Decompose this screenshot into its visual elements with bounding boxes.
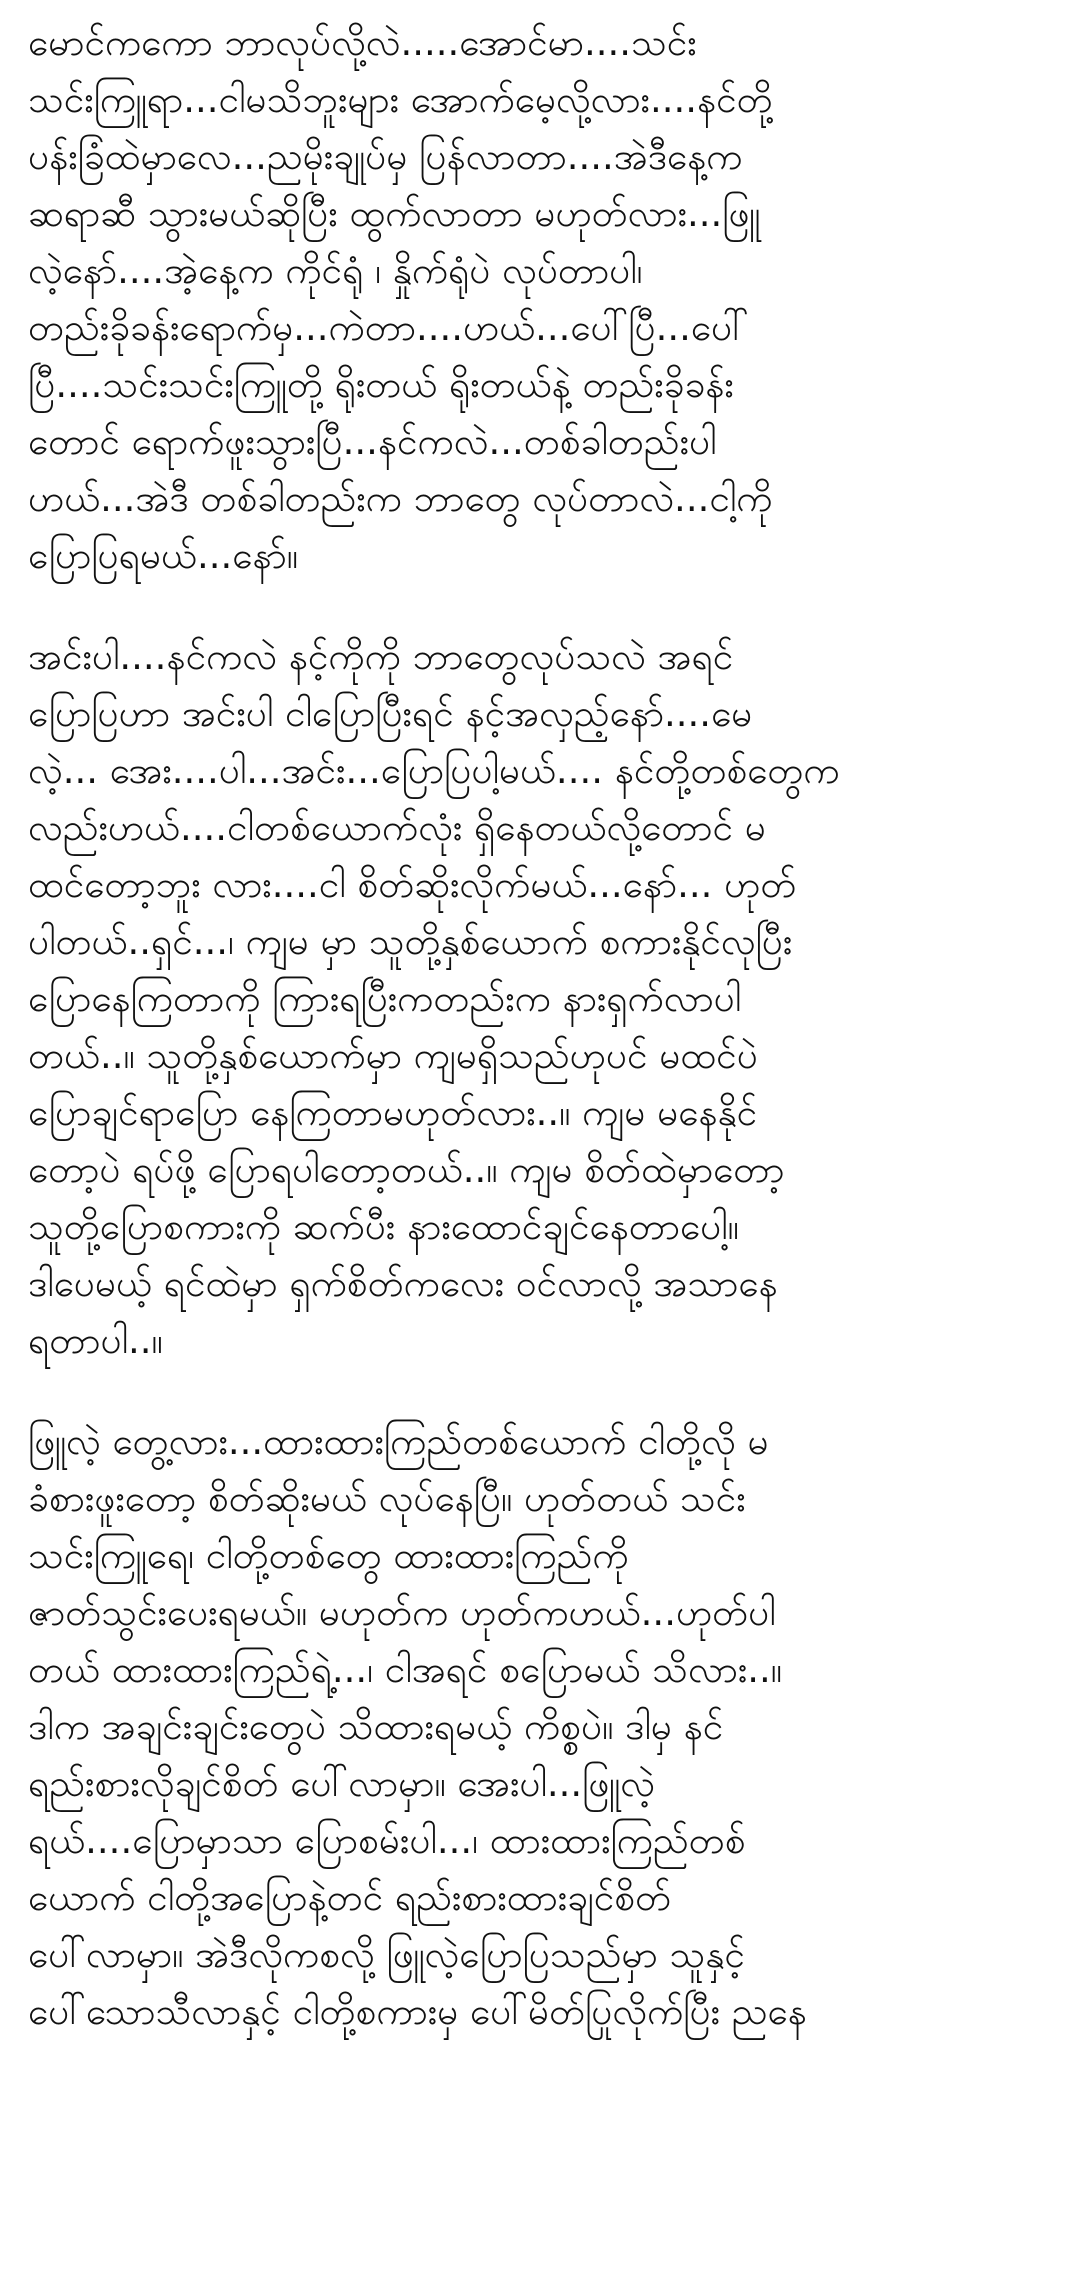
text-line: ယောက် ငါတို့အပြောနဲ့တင် ရည်းစားထားချင်စိတ် xyxy=(28,1876,672,1919)
text-line: တော့ပဲ ရပ်ဖို့ ပြောရပါတော့တယ်..။ ကျမ စိတ်ထဲမှာတော့ xyxy=(28,1148,785,1191)
text-line: ပြောနေကြတာကို ကြားရပြီးကတည်းက နားရှက်လာပါ xyxy=(28,977,742,1020)
text-line: သူတို့ပြောစကားကို ဆက်ပီး နားထောင်ချင်နေတာပေါ့။ xyxy=(28,1205,739,1248)
text-line: တယ်..။ သူတို့နှစ်ယောက်မှာ ကျမရှိသည်ဟုပင် မထင်ပဲ xyxy=(28,1034,758,1077)
text-line: ဆရာဆီ သွားမယ်ဆိုပြီး ထွက်လာတာ မဟုတ်လား...ဖြူ xyxy=(28,192,761,235)
text-line: ပြီ....သင်းသင်းကြူတို့ ရိုးတယ် ရိုးတယ်နဲ့ တည်းခိုခန်း xyxy=(28,363,734,406)
paragraph-2 xyxy=(28,628,1060,1369)
text-line: မောင်ကကော ဘာလုပ်လို့လဲ.....အောင်မာ....သင်း xyxy=(28,21,697,64)
text-line: လည်းဟယ်....ငါတစ်ယောက်လုံး ရှိနေတယ်လို့တောင် မ xyxy=(28,806,766,849)
text-line: ဖြူလဲ့ တွေ့လား...ထားထားကြည်တစ်ယောက် ငါတို့လို မ xyxy=(28,1420,769,1463)
text-line: ရယ်....ပြောမှာသာ ပြောစမ်းပါ...၊ ထားထားကြည်တစ် xyxy=(28,1819,746,1862)
text-line: လဲ့... အေး....ပါ...အင်း...ပြောပြပါ့မယ်.... နင်တို့တစ်တွေက xyxy=(28,749,840,792)
text-line: ဒါပေမယ့် ရင်ထဲမှာ ရှက်စိတ်ကလေး ဝင်လာလို့ အသာနေ xyxy=(28,1262,778,1305)
text-line: ဒါက အချင်းချင်းတွေပဲ သိထားရမယ့် ကိစ္စပဲ။ ဒါမှ နင် xyxy=(28,1705,724,1748)
text-line: ပြောပြဟာ အင်းပါ ငါပြောပြီးရင် နင့်အလှည့်နော်....မေ xyxy=(28,692,753,735)
text-line: သင်းကြူရာ...ငါမသိဘူးများ အောက်မေ့လို့လား....နင်တို့ xyxy=(28,78,773,121)
text-line: ရည်းစားလိုချင်စိတ် ပေါ်လာမှာ။ အေးပါ...ဖြူလဲ့ xyxy=(28,1762,655,1805)
text-line: တောင် ရောက်ဖူးသွားပြီ...နင်ကလဲ...တစ်ခါတည်းပါ xyxy=(28,420,717,463)
text-line: ပြောပြရမယ်...နော်။ xyxy=(28,534,298,577)
text-line: ခံစားဖူးတော့ စိတ်ဆိုးမယ် လုပ်နေပြီ။ ဟုတ်တယ် သင်း xyxy=(28,1477,746,1520)
text-line: ဟယ်...အဲဒီ တစ်ခါတည်းက ဘာတွေ လုပ်တာလဲ...ငါ့ကို xyxy=(28,477,773,520)
paragraph-1 xyxy=(28,14,1060,584)
text-line: တည်းခိုခန်းရောက်မှ...ကဲတာ....ဟယ်...ပေါ်ပြီ...ပေါ် xyxy=(28,306,749,349)
text-line: ရတာပါ..။ xyxy=(28,1319,163,1362)
text-line: ပြောချင်ရာပြော နေကြတာမဟုတ်လား..။ ကျမ မနေနိုင် xyxy=(28,1091,758,1134)
text-line: အင်းပါ....နင်ကလဲ နင့်ကိုကို ဘာတွေလုပ်သလဲ အရင် xyxy=(28,635,734,678)
text-line: ပါတယ်..ရှင်...၊ ကျမ မှာ သူတို့နှစ်ယောက် စကားနိုင်လုပြီး xyxy=(28,920,793,963)
text-line: သင်းကြူရေ၊ ငါတို့တစ်တွေ ထားထားကြည်ကို xyxy=(28,1534,629,1577)
text-line: တယ် ထားထားကြည်ရဲ့...၊ ငါအရင် စပြောမယ် သိလား..။ xyxy=(28,1648,782,1691)
text-line: ဇာတ်သွင်းပေးရမယ်။ မဟုတ်က ဟုတ်ကဟယ်...ဟုတ်ပါ xyxy=(28,1591,776,1634)
text-line: ပန်းခြံထဲမှာလေ...ညမိုးချုပ်မှ ပြန်လာတာ....အဲဒီနေ့က xyxy=(28,135,743,178)
text-line: ထင်တော့ဘူး လား....ငါ စိတ်ဆိုးလိုက်မယ်...နော်... ဟုတ် xyxy=(28,863,797,906)
text-line: ပေါ်သောသီလာနှင့် ငါတို့စကားမှ ပေါ်မိတ်ပြုလိုက်ပြီး ညနေ xyxy=(28,1990,807,2033)
paragraph-3 xyxy=(28,1413,1060,2040)
text-line: ပေါ်လာမှာ။ အဲဒီလိုကစလို့ ဖြူလဲ့ပြောပြသည်မှာ သူနှင့် xyxy=(28,1933,745,1976)
text-line: လဲ့နော်....အဲ့နေ့က ကိုင်ရုံ ၊ နှိုက်ရုံပဲ လုပ်တာပါ၊ xyxy=(28,249,643,292)
